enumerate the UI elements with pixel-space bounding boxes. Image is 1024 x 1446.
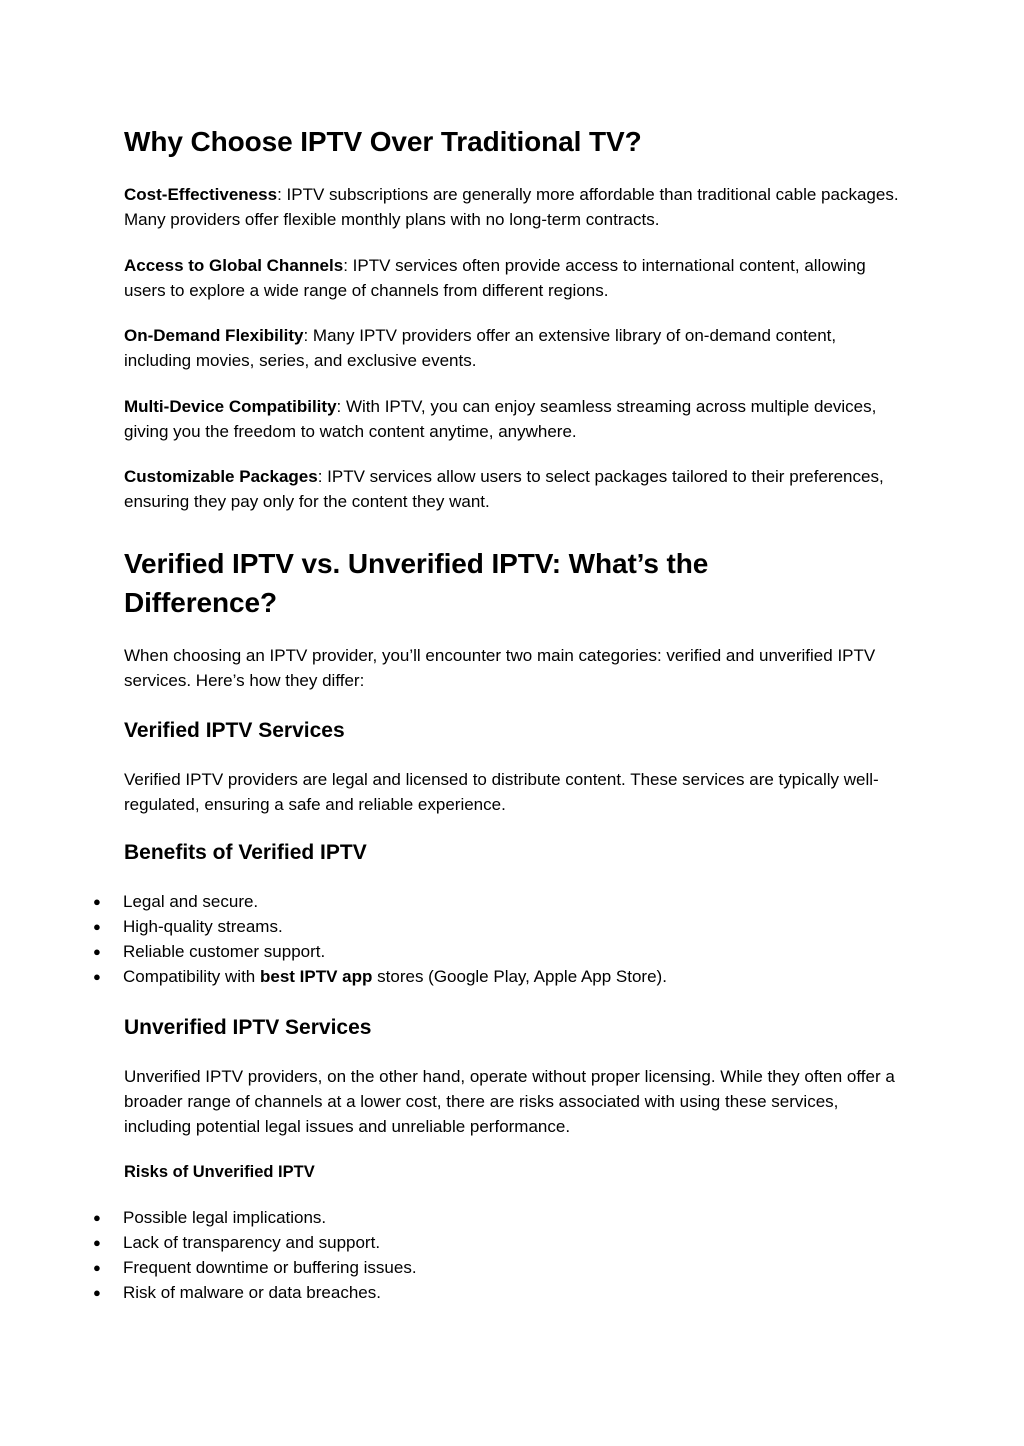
subheading-unverified-services: Unverified IPTV Services [124,1016,372,1039]
section-heading-verified-vs-unverified: Verified IPTV vs. Unverified IPTV: What’s the Difference? [124,548,709,618]
list-item: ● Lack of transparency and support. [62,1230,904,1255]
bullet-icon: ● [93,944,101,959]
term-custom-packages: Customizable Packages [124,467,318,486]
paragraph-custom-packages: Customizable Packages: IPTV services allow users to select packages tailored to their preferences, ensuring they pay only for the content they want. [124,467,884,511]
term-global-channels: Access to Global Channels [124,256,344,275]
list-item: ● Legal and secure. [62,889,904,914]
paragraph-cost-effectiveness: Cost-Effectiveness: IPTV subscriptions are generally more affordable than traditional cable packages. Many providers offer flexible monthly plans with no long-term contracts. [124,185,899,229]
term-multi-device: Multi-Device Compatibility [124,397,337,416]
subheading-benefits: Benefits of Verified IPTV [124,841,367,864]
bullet-icon: ● [93,919,101,934]
term-on-demand: On-Demand Flexibility [124,326,304,345]
paragraph-on-demand: On-Demand Flexibility: Many IPTV providers offer an extensive library of on-demand content, including movies, series, and exclusive events. [124,326,837,370]
benefits-list [62,889,904,989]
bullet-icon: ● [93,1260,101,1275]
bullet-icon: ● [93,1235,101,1250]
list-item: ● High-quality streams. [62,914,904,939]
section-heading-why-iptv: Why Choose IPTV Over Traditional TV? [124,126,642,157]
paragraph-verified-services: Verified IPTV providers are legal and licensed to distribute content. These services are typically well-regulated, ensuring a safe and reliable experience. [124,770,879,814]
paragraph-intro: When choosing an IPTV provider, you’ll encounter two main categories: verified and unverified IPTV services. Here’s how they differ: [124,646,876,690]
bullet-icon: ● [93,1210,101,1225]
list-item: ● Compatibility with best IPTV app stores (Google Play, Apple App Store). [62,964,904,989]
risks-list [62,1205,904,1305]
list-item: ● Possible legal implications. [62,1205,904,1230]
list-item: ● Frequent downtime or buffering issues. [62,1255,904,1280]
subheading-risks: Risks of Unverified IPTV [124,1163,315,1181]
paragraph-multi-device: Multi-Device Compatibility: With IPTV, you can enjoy seamless streaming across multiple devices, giving you the freedom to watch content anytime, anywhere. [124,397,877,441]
term-cost-effectiveness: Cost-Effectiveness [124,185,278,204]
paragraph-global-channels: Access to Global Channels: IPTV services often provide access to international content, allowing users to explore a wide range of channels from different regions. [124,256,866,300]
best-iptv-app-emphasis: best IPTV app [260,967,373,986]
bullet-icon: ● [93,1285,101,1300]
list-item: ● Risk of malware or data breaches. [62,1280,904,1305]
bullet-icon: ● [93,894,101,909]
subheading-verified-services: Verified IPTV Services [124,719,345,742]
bullet-icon: ● [93,969,101,984]
paragraph-unverified-services: Unverified IPTV providers, on the other hand, operate without proper licensing. While they often offer a broader range of channels at a lower cost, there are risks associated with using these services, including potential legal issues and unreliable performance. [124,1067,895,1136]
list-item: ● Reliable customer support. [62,939,904,964]
